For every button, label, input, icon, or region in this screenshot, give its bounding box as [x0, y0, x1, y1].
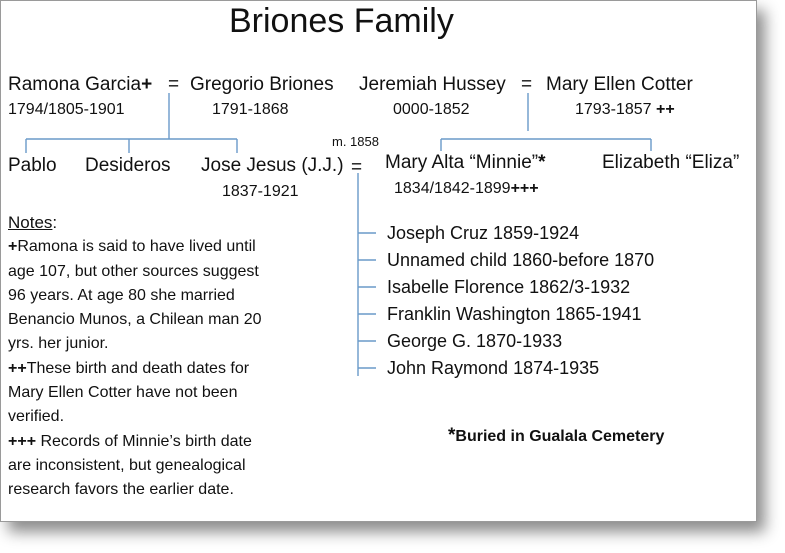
dates-value: 1834/1842-1899 [394, 180, 511, 197]
dates-mary-ellen [575, 102, 675, 118]
notes-heading [8, 211, 278, 235]
note-marker: ++ [655, 101, 675, 118]
note-marker: ++ [8, 359, 27, 377]
person-eliza: Elizabeth “Eliza” [602, 152, 740, 173]
dates-jose: 1837-1921 [222, 183, 299, 200]
child-6: John Raymond 1874-1935 [387, 358, 600, 378]
notes-heading-text: Notes [8, 213, 53, 232]
child-3: Isabelle Florence 1862/3-1932 [387, 277, 631, 297]
person-gregorio: Gregorio Briones [190, 74, 334, 95]
person-jose: Jose Jesus (J.J.) [201, 155, 344, 176]
person-ramona [8, 75, 152, 94]
person-minnie [385, 153, 546, 172]
dates-minnie [394, 181, 539, 197]
note-marker: + [141, 74, 153, 95]
cemetery-marker: * [448, 425, 456, 446]
union-equals-jose-minnie: = [351, 157, 363, 178]
note-text: Records of Minnie’s birth date are inconsistent, but genealogical research favors the earlier date. [8, 432, 252, 499]
dates-value: 1793-1857 [575, 101, 652, 118]
person-pablo: Pablo [8, 155, 57, 176]
note-text: These birth and death dates for Mary Ellen Cotter have not been verified. [8, 359, 250, 426]
person-desideros: Desideros [85, 155, 171, 176]
dates-jeremiah: 0000-1852 [393, 101, 470, 118]
marriage-label: m. 1858 [332, 134, 379, 149]
child-5: George G. 1870-1933 [387, 331, 563, 351]
note-item [8, 235, 278, 356]
note-marker: +++ [8, 432, 37, 450]
cemetery-footnote [448, 426, 664, 445]
dates-gregorio: 1791-1868 [212, 101, 289, 118]
person-name: Mary Alta “Minnie” [385, 152, 539, 173]
union-equals: = [168, 74, 180, 95]
child-4: Franklin Washington 1865-1941 [387, 304, 642, 324]
child-2: Unnamed child 1860-before 1870 [387, 250, 655, 270]
notes-heading-colon: : [52, 213, 58, 232]
cemetery-marker: * [538, 152, 546, 173]
person-jeremiah: Jeremiah Hussey [359, 74, 506, 95]
note-marker: + [8, 238, 18, 256]
note-text: Ramona is said to have lived until age 107, but other sources suggest 96 years. At age 80 she married Benancio Munos, a Chilean man 20 yrs. her junior. [8, 238, 262, 353]
child-1: Joseph Cruz 1859-1924 [387, 223, 580, 243]
union-equals-hussey: = [521, 74, 533, 95]
person-mary-ellen: Mary Ellen Cotter [546, 74, 693, 95]
cemetery-text: Buried in Gualala Cemetery [455, 428, 665, 445]
note-item [8, 357, 278, 430]
dates-ramona: 1794/1805-1901 [8, 101, 125, 118]
note-item [8, 430, 278, 503]
page-title: Briones Family [229, 2, 454, 40]
notes-section [8, 211, 278, 503]
person-name: Ramona Garcia [8, 74, 142, 95]
note-marker: +++ [510, 180, 539, 197]
